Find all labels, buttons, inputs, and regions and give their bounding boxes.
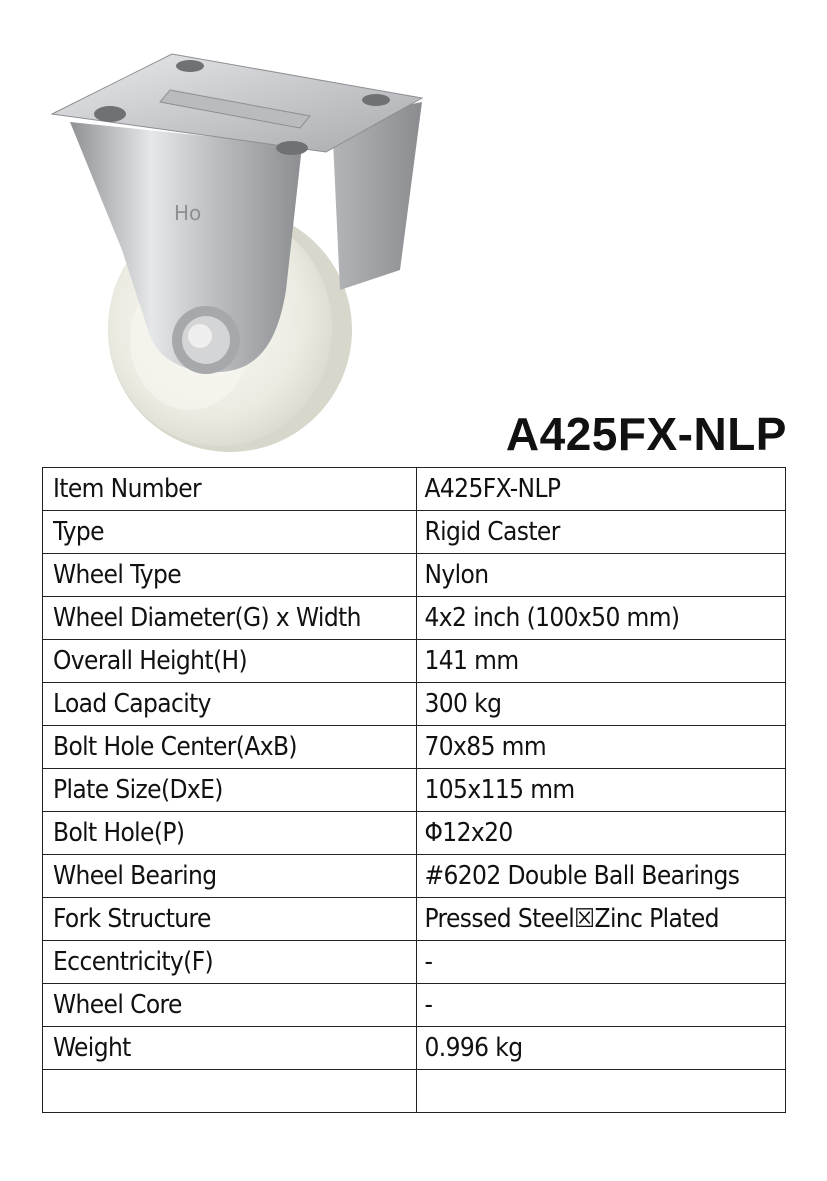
spec-label: Wheel Core	[43, 984, 417, 1027]
spec-label: Wheel Bearing	[43, 855, 417, 898]
table-row	[43, 554, 786, 597]
table-row	[43, 941, 786, 984]
spec-label: Overall Height(H)	[43, 640, 417, 683]
table-row	[43, 769, 786, 812]
spec-label: Wheel Type	[43, 554, 417, 597]
caster-product-image	[40, 40, 440, 460]
spec-label: Type	[43, 511, 417, 554]
table-row	[43, 898, 786, 941]
table-row	[43, 1027, 786, 1070]
spec-value: 300 kg	[416, 683, 786, 726]
table-row	[43, 468, 786, 511]
spec-value: 105x115 mm	[416, 769, 786, 812]
bracket-marking: Ho	[174, 201, 202, 225]
table-row	[43, 855, 786, 898]
bolt-hole-icon	[176, 60, 204, 72]
spec-value: -	[416, 941, 786, 984]
bolt-hole-icon	[94, 106, 126, 122]
spec-label	[43, 1070, 417, 1113]
spec-value: Pressed Steel☒Zinc Plated	[416, 898, 786, 941]
spec-value: Rigid Caster	[416, 511, 786, 554]
spec-value: A425FX-NLP	[416, 468, 786, 511]
spec-value: 4x2 inch (100x50 mm)	[416, 597, 786, 640]
spec-value: 141 mm	[416, 640, 786, 683]
product-title: A425FX-NLP	[505, 408, 787, 460]
spec-label: Item Number	[43, 468, 417, 511]
spec-label: Plate Size(DxE)	[43, 769, 417, 812]
spec-label: Wheel Diameter(G) x Width	[43, 597, 417, 640]
spec-value	[416, 1070, 786, 1113]
table-row	[43, 683, 786, 726]
spec-value: 0.996 kg	[416, 1027, 786, 1070]
table-row	[43, 984, 786, 1027]
bolt-hole-icon	[362, 94, 390, 106]
spec-label: Load Capacity	[43, 683, 417, 726]
spec-value: -	[416, 984, 786, 1027]
table-row	[43, 640, 786, 683]
table-row	[43, 812, 786, 855]
spec-label: Eccentricity(F)	[43, 941, 417, 984]
spec-label: Weight	[43, 1027, 417, 1070]
spec-value: Φ12x20	[416, 812, 786, 855]
spec-label: Bolt Hole(P)	[43, 812, 417, 855]
spec-table	[42, 467, 786, 1113]
table-row	[43, 1070, 786, 1113]
bolt-hole-icon	[276, 141, 308, 155]
table-row	[43, 597, 786, 640]
spec-label: Fork Structure	[43, 898, 417, 941]
table-row	[43, 726, 786, 769]
spec-value: #6202 Double Ball Bearings	[416, 855, 786, 898]
table-row	[43, 511, 786, 554]
axle-bolt-icon	[172, 306, 240, 374]
spec-value: 70x85 mm	[416, 726, 786, 769]
spec-label: Bolt Hole Center(AxB)	[43, 726, 417, 769]
spec-value: Nylon	[416, 554, 786, 597]
